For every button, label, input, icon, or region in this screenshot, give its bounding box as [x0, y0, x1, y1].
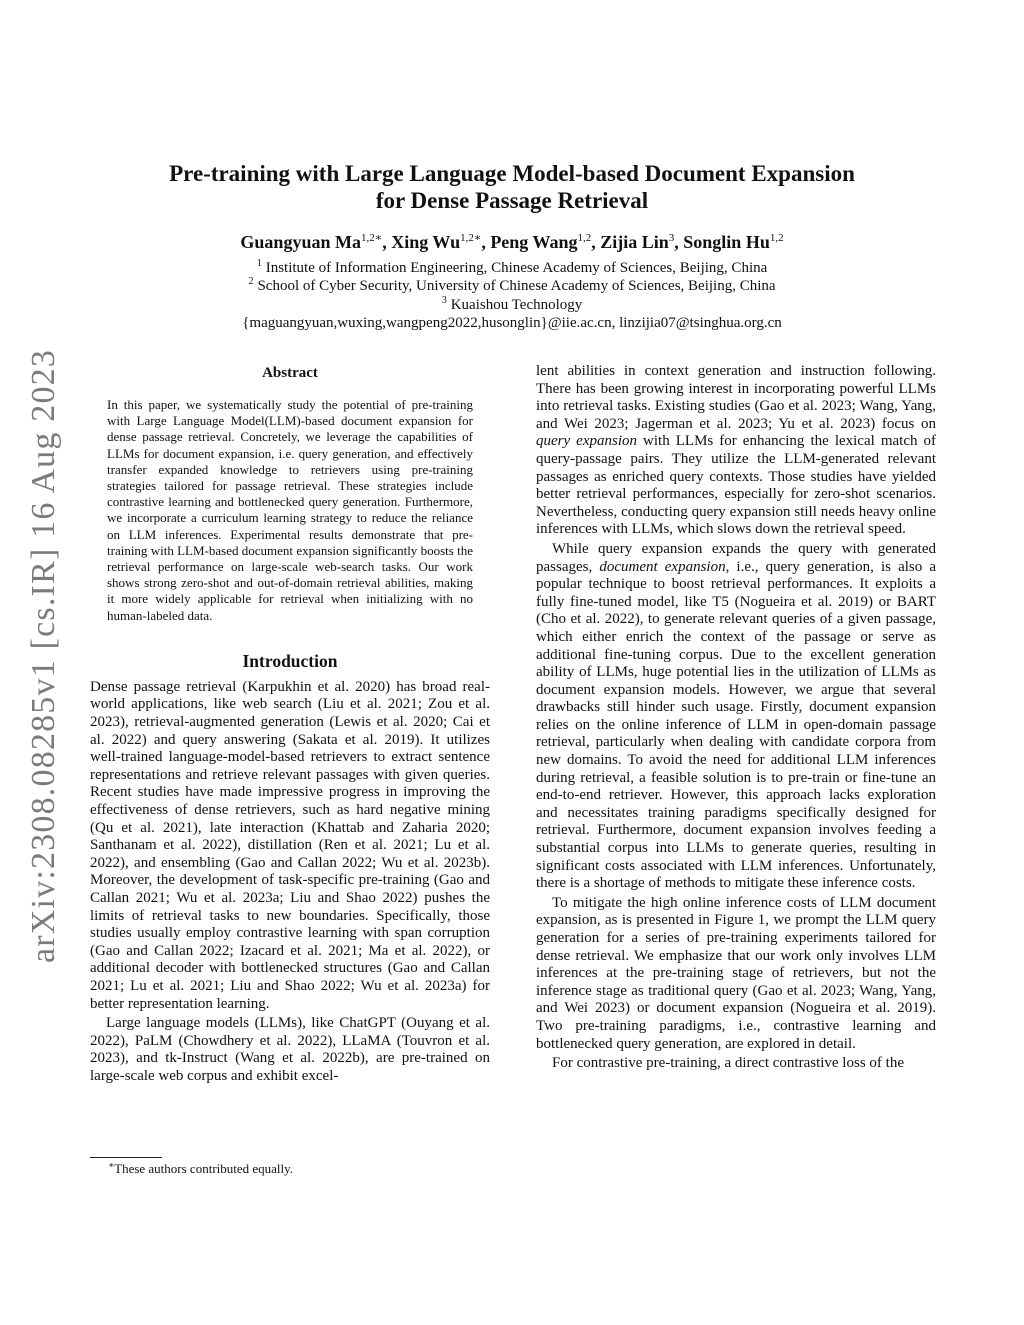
emphasis: document expansion — [599, 558, 726, 575]
footnote-rule — [90, 1157, 162, 1158]
paragraph: Large language models (LLMs), like ChatGPT (Ouyang et al. 2022), PaLM (Chowdhery et al. 2022), LLaMA (Touvron et al. 2023), and tk-Instruct (Wang et al. 2022b), are pre-trained on large-scale web corpus and exhibit excel- — [90, 1015, 490, 1084]
abstract — [107, 363, 473, 624]
paper-title — [130, 160, 894, 214]
author-list: Guangyuan $Ma^{1,2∗}$, Xing $Wu^{1,2∗}$, Peng Wang$^{1,2}$, Zijia Lin$^3$, Songlin Hu$^{1,2}$ — [240, 232, 784, 252]
right-column — [536, 363, 936, 1073]
left-column — [90, 363, 490, 1086]
author-affil-marker: 3 — [668, 232, 675, 244]
author-name: Songlin Hu — [683, 232, 770, 252]
affiliation-line: $^2$ School of Cyber Security, University of Chinese Academy of Sciences, Beijing, China — [248, 276, 776, 295]
footnote-text: These authors contributed equally. — [114, 1161, 294, 1176]
author-name: Xing Wu — [391, 232, 461, 252]
author-affil-marker: 1,2 — [577, 232, 592, 244]
introduction-heading: Introduction — [242, 650, 338, 671]
arxiv-id: arXiv:2308.08285v1 [cs.IR] 16 Aug 2023 — [25, 348, 62, 964]
author-name: Peng Wang — [490, 232, 578, 252]
affiliation-line: $^1$ Institute of Information Engineering, Chinese Academy of Sciences, Beijing, China — [256, 258, 768, 276]
footnote — [108, 1161, 293, 1177]
title-line-2: for Dense Passage Retrieval — [375, 188, 649, 213]
paragraph: For contrastive pre-training, a direct contrastive loss of the — [552, 1055, 904, 1072]
paragraph: lent abilities in context generation and instruction following. There has been growing interest in incorporating powerful LLMs into retrieval tasks. Existing studies (Gao et al. 2023; Wang, Yang, and Wei 2023; Jagerman et al. 2023; Yu et al. 2023) focus on query expansion with LLMs for enhancing the lexical match of query-passage pairs. They utilize the LLM-generated relevant passages as enriched query contexts. Those studies have yielded better retrieval performances, especially for zero-shot scenarios. Nevertheless, conducting query expansion still needs heavy online inferences with LLMs, which slows down the retrieval speed. — [536, 363, 936, 538]
emphasis: query expansion — [536, 433, 638, 450]
abstract-heading: Abstract — [262, 365, 318, 381]
paragraph: While query expansion expands the query with generated passages, document expansion, i.e., query generation, is also a popular technique to boost retrieval performances. It exploits a fully fine-tuned model, like T5 (Nogueira et al. 2019) or BART (Cho et al. 2022), to generate relevant queries of a given passage, which either enrich the context of the passage or serve as additional fine-tuning corpus. Due to the excellent generation ability of LLMs, huge potential lies in the utilization of LLMs as document expansion models. However, we argue that several drawbacks still hinder such usage. Firstly, document expansion relies on the online inference of LLM in open-domain passage retrieval, particularly when dealing with candidate corpora from new domains. To avoid the need for additional LLM inferences during retrieval, a feasible solution is to pre-train or fine-tune an end-to-end retriever. However, this approach lacks exploration and necessitates training paradigms specifically designed for retrieval. Furthermore, document expansion involves feeding a substantial corpus into LLMs to generate queries, resulting in significant costs associated with LLM inferences. Unfortunately, there is a shortage of methods to mitigate these inference costs. — [536, 540, 936, 892]
paragraph: To mitigate the high online inference costs of LLM document expansion, as is presented in Figure 1, we prompt the LLM query generation for a series of pre-training experiments tailored for dense retrieval. We emphasize that our work only involves LLM inferences at the pre-training stage of retrievers, but not the inference stage as traditional query (Gao et al. 2023; Wang, Yang, and Wei 2023) or document expansion (Nogueira et al. 2019). Two pre-training paradigms, i.e., contrastive learning and bottlenecked query generation, are explored in detail. — [536, 894, 936, 1052]
affiliations — [130, 259, 894, 333]
author-name: Guangyuan Ma — [240, 232, 361, 252]
footnote-mark: ∗ — [108, 1160, 115, 1170]
author-affil-marker: 1,2∗ — [460, 232, 482, 244]
author-name: Zijia Lin — [600, 232, 669, 252]
affiliation-line: $^3$ Kuaishou Technology — [441, 294, 583, 313]
title-line-1: Pre-training with Large Language Model-based Document Expansion — [169, 161, 855, 186]
author-emails: {maguangyuan,wuxing,wangpeng2022,husonglin}@iie.ac.cn, linzijia07@tsinghua.org.cn — [242, 315, 782, 332]
author-affil-marker: 1,2∗ — [360, 232, 383, 244]
author-affil-marker: 1,2 — [769, 232, 784, 244]
paragraph: Dense passage retrieval (Karpukhin et al. 2020) has broad real-world applications, like web search (Liu et al. 2021; Zou et al. 2023), retrieval-augmented generation (Lewis et al. 2020; Cai et al. 2022) and query answering (Sakata et al. 2019). It utilizes well-trained language-model-based retrievers to extract sentence representations and retrieve relevant passages with given queries. Recent studies have made impressive progress in improving the effectiveness of dense retrievers, such as hard negative mining (Qu et al. 2021), late interaction (Khattab and Zaharia 2020; Santhanam et al. 2022), distillation (Ren et al. 2021; Lu et al. 2022), and ensembling (Gao and Callan 2022; Wu et al. 2023b). Moreover, the development of task-specific pre-training (Gao and Callan 2021; Wu et al. 2023a; Liu and Shao 2022) pushes the limits of retrieval tasks to new boundaries. Specifically, those studies usually employ contrastive learning with span corruption (Gao and Callan 2022; Izacard et al. 2021; Ma et al. 2022), or additional decoder with bottlenecked structures (Gao and Callan 2021; Lu et al. 2021; Liu and Shao 2022; Wu et al. 2023a) for better representation learning. — [90, 678, 490, 1012]
abstract-text: In this paper, we systematically study the potential of pre-training with Large Language Model(LLM)-based document expansion for dense passage retrieval. Concretely, we leverage the capabilities of LLMs for document expansion, i.e. query generation, and effectively transfer expanded knowledge to retrievers using pre-training strategies tailored for passage retrieval. These strategies include contrastive learning and bottlenecked query generation. Furthermore, we incorporate a curriculum learning strategy to reduce the reliance on LLM inferences. Experimental results demonstrate that pre-training with LLM-based document expansion significantly boosts the retrieval performance on large-scale web-search tasks. Our work shows strong zero-shot and out-of-domain retrieval abilities, making it more widely applicable for retrieval when initializing with no human-labeled data. — [107, 397, 473, 623]
